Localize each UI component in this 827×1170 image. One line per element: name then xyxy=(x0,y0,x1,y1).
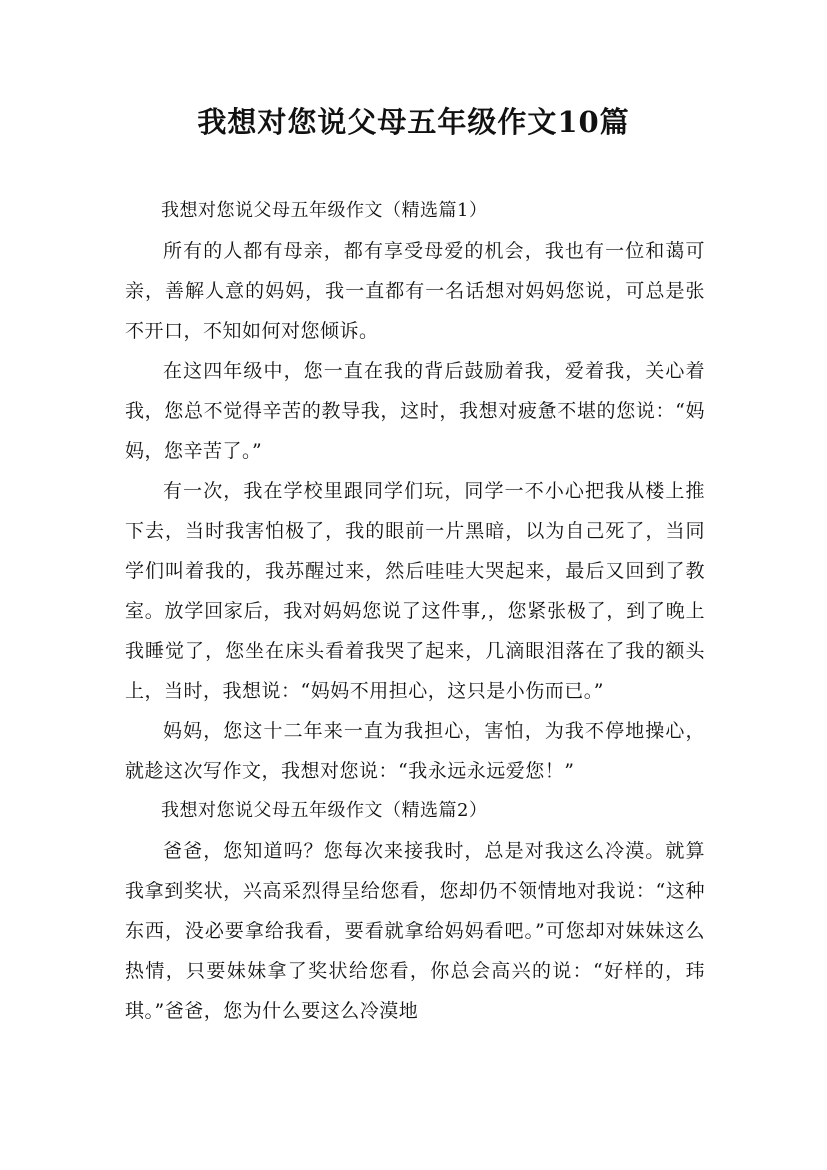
section-heading: 我想对您说父母五年级作文（精选篇1） xyxy=(161,200,488,221)
section-heading: 我想对您说父母五年级作文（精选篇2） xyxy=(161,800,488,821)
paragraph: 妈妈，您这十二年来一直为我担心，害怕，为我不停地操心，就趁这次写作文，我想对您说：“我永远永远爱您！” xyxy=(125,720,705,782)
paragraph: 爸爸，您知道吗？您每次来接我时，总是对我这么冷漠。就算我拿到奖状，兴高采烈得呈给您看，您却仍不领情地对我说：“这种东西，没必要拿给我看，要看就拿给妈妈看吧。”可您却对妹妹这么热情，只要妹妹拿了奖状给您看，你总会高兴的说：“好样的，玮琪。”爸爸，您为什么要这么冷漠地 xyxy=(125,840,705,1022)
document-body xyxy=(125,191,705,1031)
paragraph: 有一次，我在学校里跟同学们玩，同学一不小心把我从楼上推下去，当时我害怕极了，我的眼前一片黑暗，以为自己死了，当同学们叫着我的，我苏醒过来，然后哇哇大哭起来，最后又回到了教室。放学回家后，我对妈妈您说了这件事,，您紧张极了，到了晚上我睡觉了，您坐在床头看着我哭了起来，几滴眼泪落在了我的额头上，当时，我想说：“妈妈不用担心，这只是小伤而已。” xyxy=(125,480,705,702)
paragraph: 在这四年级中，您一直在我的背后鼓励着我，爱着我，关心着我，您总不觉得辛苦的教导我，这时，我想对疲惫不堪的您说：“妈妈，您辛苦了。” xyxy=(125,360,705,462)
paragraph: 所有的人都有母亲，都有享受母爱的机会，我也有一位和蔼可亲，善解人意的妈妈，我一直都有一名话想对妈妈您说，可总是张不开口，不知如何对您倾诉。 xyxy=(125,240,705,342)
document-title: 我想对您说父母五年级作文10篇 xyxy=(197,105,630,139)
